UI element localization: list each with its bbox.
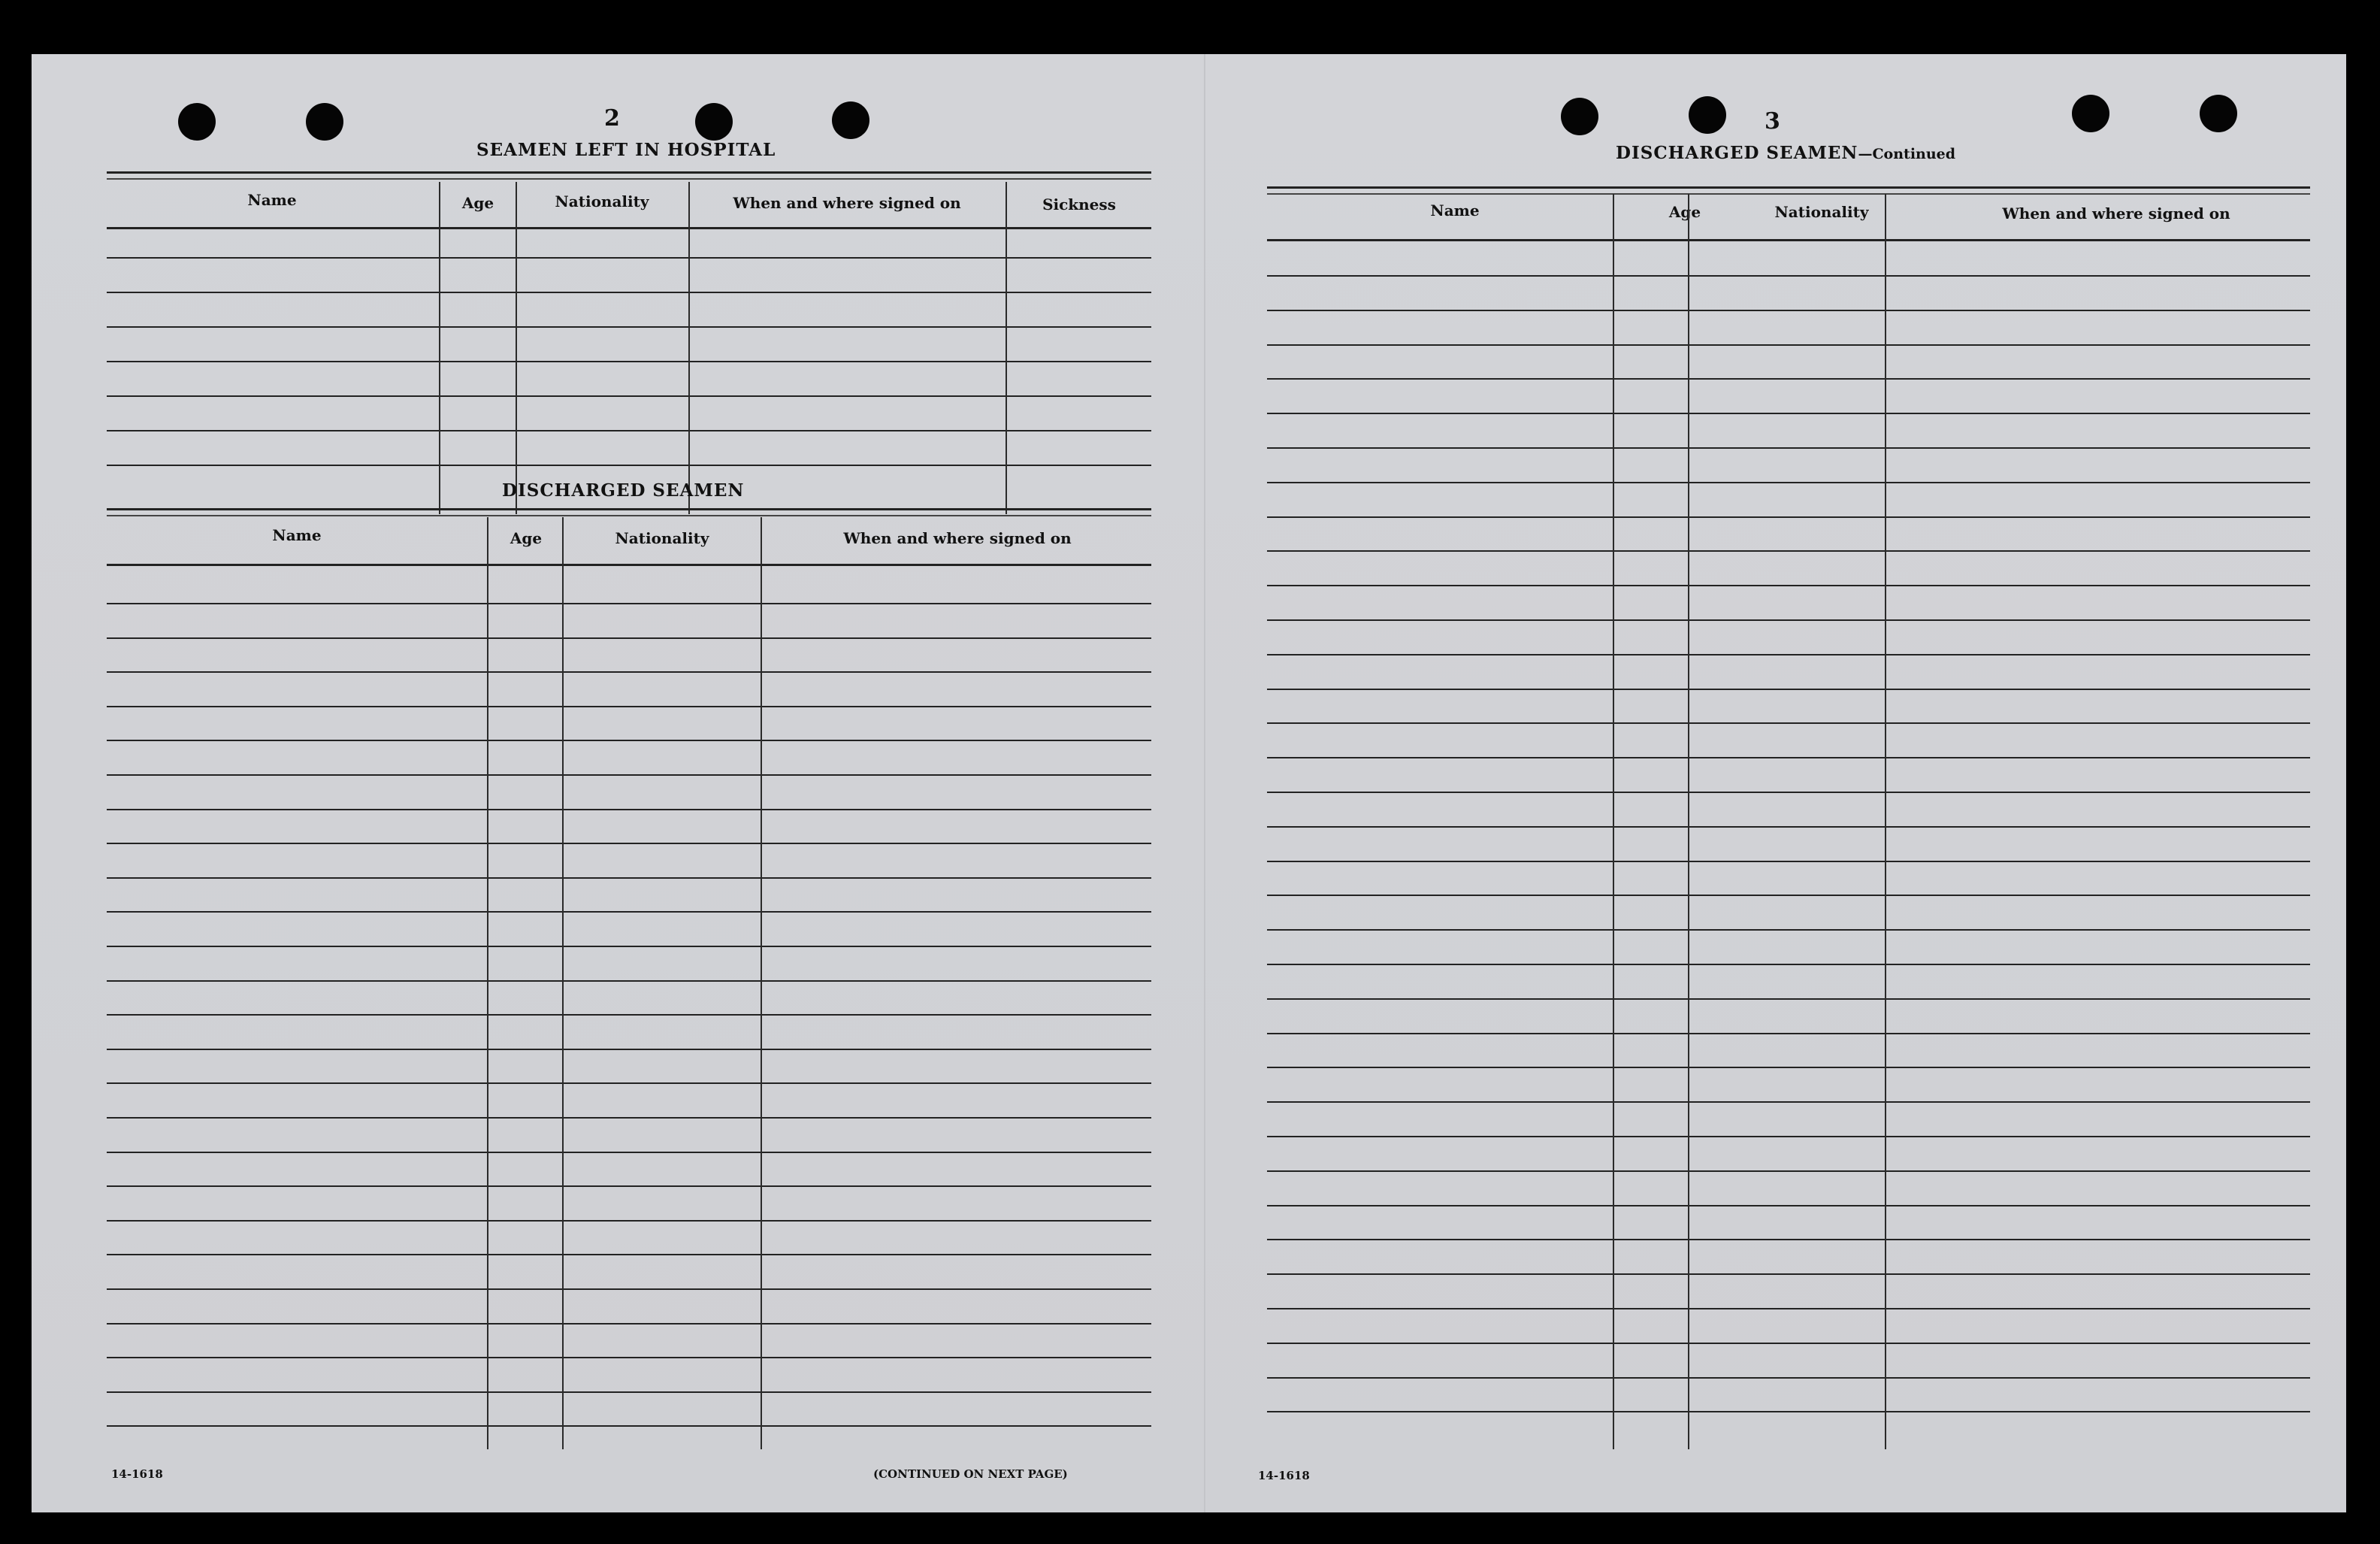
hospital-table-top-rule: [107, 171, 1151, 180]
ruled-line: [107, 603, 1151, 604]
binder-hole: [2200, 95, 2237, 132]
binder-hole: [1689, 96, 1726, 134]
ruled-line: [107, 911, 1151, 913]
hospital-col-age: Age: [461, 194, 494, 212]
ruled-line: [1267, 1101, 2310, 1103]
discharged-col-age: Age: [510, 529, 543, 547]
ruled-line: [107, 1425, 1151, 1427]
ruled-line: [107, 706, 1151, 707]
column-divider: [562, 517, 564, 1449]
left-page-number: 2: [604, 105, 620, 132]
ruled-line: [107, 671, 1151, 673]
ruled-line: [1267, 998, 2310, 1000]
ruled-line: [107, 877, 1151, 879]
binder-hole: [178, 103, 216, 141]
ruled-line: [1267, 895, 2310, 896]
ruled-line: [1267, 413, 2310, 414]
ruled-line: [1267, 585, 2310, 586]
ruled-line: [1267, 1170, 2310, 1172]
column-divider: [516, 182, 517, 514]
ruled-line: [1267, 619, 2310, 621]
ruled-line: [1267, 654, 2310, 655]
ruled-line: [107, 1254, 1151, 1255]
right-page-number: 3: [1765, 108, 1780, 135]
ruled-line: [107, 1357, 1151, 1358]
ruled-line: [1267, 1273, 2310, 1275]
ruled-line: [107, 1152, 1151, 1153]
discharged-col-nationality: Nationality: [615, 529, 709, 547]
continued-note: (CONTINUED ON NEXT PAGE): [873, 1467, 1068, 1481]
hospital-col-name: Name: [247, 191, 297, 209]
column-divider: [1885, 194, 1886, 1449]
form-sheet: [32, 54, 2346, 1512]
column-divider: [487, 517, 488, 1449]
ruled-line: [1267, 378, 2310, 380]
ruled-line: [107, 1049, 1151, 1050]
column-divider: [761, 517, 762, 1449]
ruled-line: [1267, 826, 2310, 828]
ruled-line: [107, 564, 1151, 566]
ruled-line: [107, 395, 1151, 397]
ruled-line: [1267, 1067, 2310, 1068]
ruled-line: [1267, 722, 2310, 724]
right-col-name: Name: [1430, 201, 1480, 219]
right-col-age: Age: [1668, 203, 1701, 221]
ruled-line: [1267, 516, 2310, 518]
ruled-line: [1267, 550, 2310, 552]
ruled-line: [107, 430, 1151, 431]
ruled-line: [107, 809, 1151, 810]
column-divider: [1613, 194, 1614, 1449]
ruled-line: [107, 227, 1151, 229]
ruled-line: [1267, 757, 2310, 758]
discharged-col-when-where: When and where signed on: [843, 529, 1072, 547]
binder-hole: [1561, 98, 1598, 135]
hospital-col-sickness: Sickness: [1042, 195, 1116, 213]
ruled-line: [1267, 964, 2310, 965]
ruled-line: [107, 843, 1151, 844]
ruled-line: [107, 980, 1151, 982]
right-form-number: 14-1618: [1258, 1469, 1310, 1482]
ruled-line: [107, 465, 1151, 466]
binder-hole: [306, 103, 343, 141]
ruled-line: [107, 1288, 1151, 1290]
discharged-section-title: DISCHARGED SEAMEN: [502, 480, 745, 501]
hospital-col-nationality: Nationality: [555, 192, 649, 210]
ruled-line: [107, 1117, 1151, 1119]
column-divider: [1006, 182, 1007, 514]
ruled-line: [1267, 1136, 2310, 1137]
right-section-title: [1616, 143, 1955, 163]
ruled-line: [1267, 275, 2310, 277]
ruled-line: [107, 361, 1151, 362]
ruled-line: [1267, 1411, 2310, 1412]
binder-hole: [832, 101, 869, 139]
ruled-line: [1267, 1239, 2310, 1240]
discharged-table-top-rule: [107, 508, 1151, 516]
ruled-line: [107, 257, 1151, 259]
ruled-line: [107, 1185, 1151, 1187]
ruled-line: [1267, 447, 2310, 449]
page-fold: [1204, 54, 1205, 1512]
binder-hole: [695, 103, 733, 141]
hospital-col-when-where: When and where signed on: [733, 194, 961, 212]
ruled-line: [1267, 310, 2310, 311]
ruled-line: [107, 326, 1151, 328]
left-form-number: 14-1618: [111, 1467, 163, 1481]
ruled-line: [107, 1323, 1151, 1325]
ruled-line: [1267, 689, 2310, 690]
hospital-section-title: SEAMEN LEFT IN HOSPITAL: [476, 140, 776, 160]
ruled-line: [107, 1220, 1151, 1222]
discharged-col-name: Name: [272, 526, 322, 544]
column-divider: [688, 182, 690, 514]
ruled-line: [1267, 1033, 2310, 1034]
column-divider: [1688, 194, 1689, 1449]
ruled-line: [1267, 861, 2310, 862]
ruled-line: [1267, 1205, 2310, 1206]
continued-label: —Continued: [1858, 146, 1956, 162]
ruled-line: [107, 1082, 1151, 1084]
ruled-line: [1267, 482, 2310, 483]
right-col-nationality: Nationality: [1774, 203, 1869, 221]
ruled-line: [107, 1014, 1151, 1016]
right-col-when-where: When and where signed on: [2002, 204, 2230, 223]
ruled-line: [1267, 929, 2310, 931]
ruled-line: [1267, 792, 2310, 793]
ruled-line: [107, 946, 1151, 947]
ruled-line: [107, 774, 1151, 776]
column-divider: [439, 182, 440, 514]
ruled-line: [1267, 1343, 2310, 1344]
ruled-line: [107, 1391, 1151, 1393]
ruled-line: [1267, 1308, 2310, 1309]
ruled-line: [107, 637, 1151, 639]
ruled-line: [107, 292, 1151, 293]
right-table-top-rule: [1267, 186, 2310, 195]
right-section-title-text: DISCHARGED SEAMEN: [1616, 143, 1858, 163]
ruled-line: [107, 740, 1151, 741]
ruled-line: [1267, 1377, 2310, 1379]
binder-hole: [2072, 95, 2109, 132]
ruled-line: [1267, 344, 2310, 346]
ruled-line: [1267, 239, 2310, 241]
